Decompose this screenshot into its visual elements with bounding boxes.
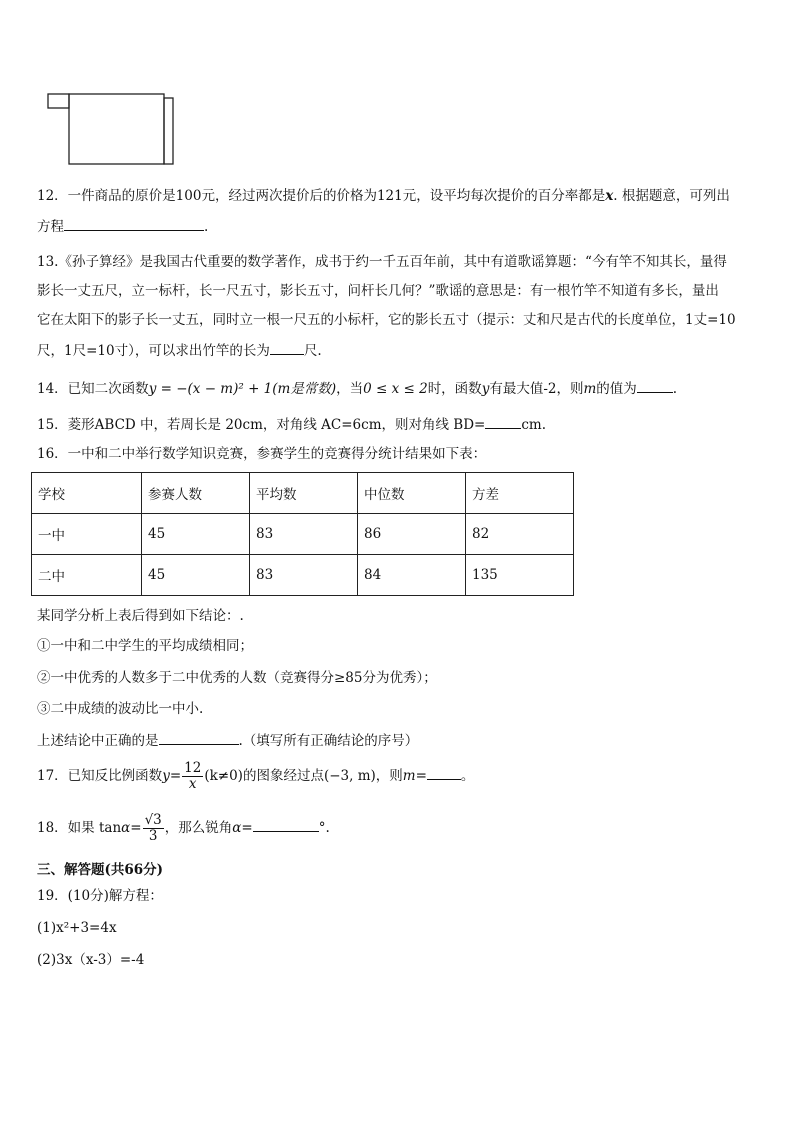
q15-b: cm.: [521, 417, 547, 433]
q14-end: .: [672, 381, 678, 397]
q15-line: [37, 414, 546, 435]
q18-alpha: α: [121, 820, 131, 836]
q18-answer-blank[interactable]: [253, 817, 319, 832]
header-cell: 方差: [466, 473, 574, 514]
q12-end: .: [204, 219, 209, 235]
q17-denominator: x: [188, 776, 197, 792]
q18-denominator: 3: [148, 828, 158, 844]
table-header-row: [32, 473, 574, 514]
table-cell: 135: [466, 555, 574, 596]
q18-a: 18．如果 tan: [37, 820, 122, 836]
q14-c: 时，函数: [427, 381, 482, 397]
q12-text: 12．一件商品的原价是100元，经过两次提价后的价格为121元，设平均每次提价的百分率都是: [37, 188, 606, 204]
header-cell: 平均数: [250, 473, 358, 514]
q15-answer-blank[interactable]: [485, 414, 521, 429]
table-cell: 82: [466, 514, 574, 555]
q18-alpha2: α=: [232, 820, 253, 836]
q13-line3: 它在太阳下的影子长一丈五，同时立一根一尺五的小标杆，它的影长五寸（提示：丈和尺是古代的长度单位，1丈=10: [37, 312, 736, 328]
vertical-bar: [164, 98, 173, 164]
table-cell: 83: [250, 555, 358, 596]
table-cell: 二中: [32, 555, 142, 596]
q16-ask-a: 上述结论中正确的是: [37, 733, 159, 749]
q12-line1: [37, 186, 730, 206]
section-3-title: 三、解答题(共66分): [37, 862, 164, 878]
q13-answer-blank[interactable]: [270, 340, 304, 355]
q12-answer-blank[interactable]: [64, 216, 204, 231]
q18-end: °.: [318, 820, 330, 836]
q17-b: (k≠0)的图象经过点(−3, m)，则: [204, 768, 403, 784]
q16-conclusion-1: ①一中和二中学生的平均成绩相同；: [37, 638, 253, 654]
q17-a: 17．已知反比例函数: [37, 768, 163, 784]
q13-line4b: 尺.: [303, 343, 322, 359]
header-cell: 学校: [32, 473, 142, 514]
score-table: [31, 472, 574, 596]
q17-m: m=: [402, 768, 427, 784]
q16-question: [37, 730, 418, 751]
q19-part2: (2)3x（x-3）=-4: [37, 952, 145, 968]
q12-line2-text: 方程: [37, 219, 64, 235]
q13-line4: [37, 340, 322, 361]
q18-numerator: √3: [144, 812, 162, 828]
q12-tail: . 根据题意，可列出: [613, 188, 730, 204]
q16-ask-b: .（填写所有正确结论的序号）: [238, 733, 419, 749]
q12-line2: [37, 216, 208, 237]
q16-intro: 16．一中和二中举行数学知识竞赛，参赛学生的竞赛得分统计结果如下表：: [37, 446, 487, 462]
small-flag: [48, 94, 69, 108]
table-row: [32, 514, 574, 555]
table-cell: 86: [358, 514, 466, 555]
header-cell: 参赛人数: [142, 473, 250, 514]
q16-conclusion-2: ②一中优秀的人数多于二中优秀的人数（竞赛得分≥85分为优秀）；: [37, 670, 437, 686]
q15-a: 15．菱形ABCD 中，若周长是 20cm，对角线 AC=6cm，则对角线 BD=: [37, 417, 486, 433]
q14-b: ，当: [336, 381, 364, 397]
q17-line: [37, 758, 474, 794]
q14-y: y: [481, 381, 490, 397]
q16-answer-blank[interactable]: [159, 730, 239, 745]
table-cell: 45: [142, 555, 250, 596]
q16-analysis: 某同学分析上表后得到如下结论：.: [37, 608, 244, 624]
q19-part1: (1)x²+3=4x: [37, 920, 117, 936]
q14-d: 有最大值-2，则: [489, 381, 584, 397]
q17-end: 。: [460, 768, 475, 784]
header-cell: 中位数: [358, 473, 466, 514]
q12-var: x: [605, 188, 614, 204]
q16-conclusion-3: ③二中成绩的波动比一中小.: [37, 701, 204, 717]
table-cell: 45: [142, 514, 250, 555]
q17-numerator: 12: [184, 760, 202, 776]
q17-answer-blank[interactable]: [427, 765, 461, 780]
q17-fraction: [182, 761, 203, 792]
large-rectangle: [69, 94, 164, 164]
table-cell: 一中: [32, 514, 142, 555]
table-cell: 83: [250, 514, 358, 555]
q18-fraction: [143, 813, 164, 844]
rectangle-figure: [44, 90, 184, 170]
q13-line2: 影长一丈五尺，立一标杆，长一尺五寸，影长五寸，问杆长几何？”歌谣的意思是：有一根竹竿不知道有多长，量出: [37, 283, 719, 299]
q14-m: m: [583, 381, 597, 397]
q18-eq: =: [130, 820, 142, 836]
q18-b: ，那么锐角: [164, 820, 233, 836]
q14-range: 0 ≤ x ≤ 2: [363, 381, 428, 397]
table-cell: 84: [358, 555, 466, 596]
q19-title: 19．(10分)解方程：: [37, 888, 163, 904]
q14-e: 的值为: [596, 381, 637, 397]
q14-answer-blank[interactable]: [637, 378, 673, 393]
q14-formula: y = −(x − m)² + 1(m是常数): [148, 381, 337, 397]
table-row: [32, 555, 574, 596]
q17-y: y=: [162, 768, 182, 784]
q13-line4a: 尺，1尺=10寸），可以求出竹竿的长为: [37, 343, 270, 359]
q18-line: [37, 810, 330, 846]
q14-a: 14．已知二次函数: [37, 381, 149, 397]
q13-line1: 13.《孙子算经》是我国古代重要的数学著作，成书于约一千五百年前，其中有道歌谣算题：“今有竿不知其长，量得: [37, 254, 727, 270]
q14-line: [37, 378, 677, 399]
